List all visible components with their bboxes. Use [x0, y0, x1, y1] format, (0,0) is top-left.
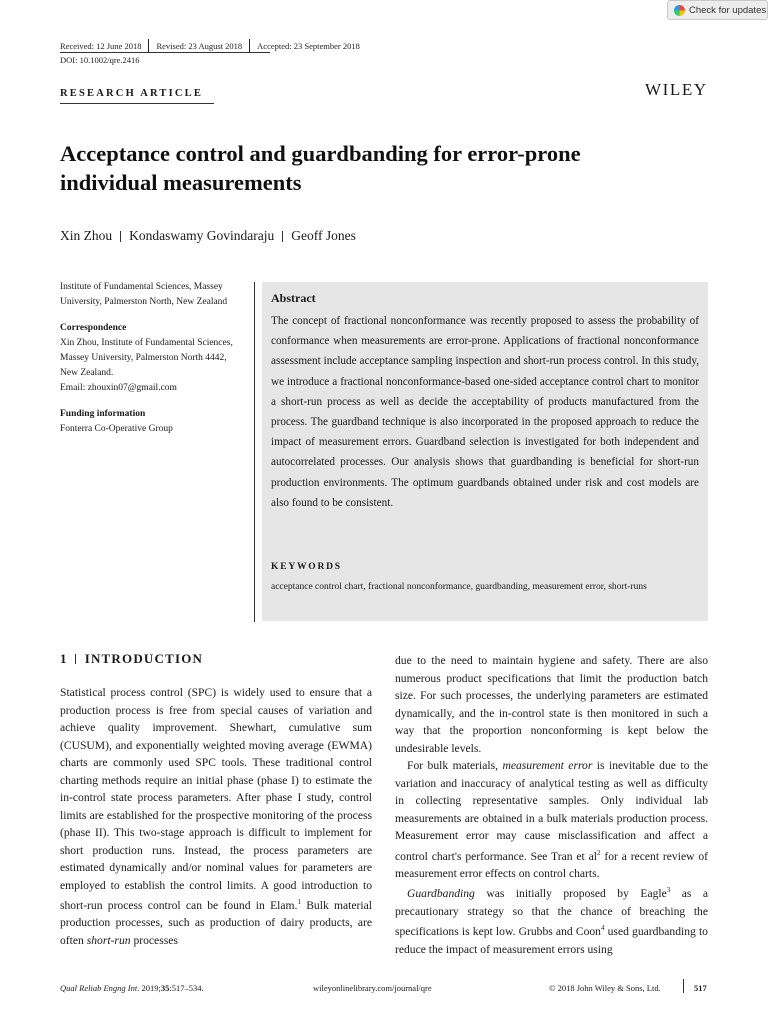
history-dates — [60, 39, 360, 53]
citation-ref[interactable]: 3 — [666, 886, 671, 895]
crossmark-icon — [674, 5, 685, 16]
abstract-heading: Abstract — [271, 291, 316, 305]
body-column-left — [60, 684, 372, 949]
affiliation: Institute of Fundamental Sciences, Massey University, Palmerston North, New Zealand — [60, 282, 228, 307]
revised-date: Revised: 23 August 2018 — [156, 41, 243, 51]
abstract-text: The concept of fractional nonconformance was recently proposed to assess the probability of conformance when measurements are error-prone. Applications of fractional nonconformance assessment include acceptance sampling inspection and short-run process control. In this study, we introduce a fractional nonconformance-based one-sided acceptance control chart to monitor a short-run process as well as decide the acceptability of products manufactured from the process. The guardband technique is also incorporated in the proposed approach to reduce the impact of measurement errors. Guardband selection is investigated for both independent and autocorrelated processes. Our analysis shows that guardbanding is beneficial for short-run production environments. The optimum guardbands obtained under risk and cost models are also found to be consistent. — [271, 315, 699, 509]
author[interactable]: Xin Zhou — [60, 228, 113, 243]
body-column-right — [395, 652, 708, 958]
publisher-logo: WILEY — [645, 80, 708, 99]
author[interactable]: Kondaswamy Govindaraju — [129, 228, 275, 243]
footer-copyright: © 2018 John Wiley & Sons, Ltd. — [549, 983, 661, 993]
paragraph: due to the need to maintain hygiene and safety. There are also numerous product specifications that limit the production batch size. For such processes, the underlying parameters are estimated dynamically, and the in-control state is then monitored in such a way that the proportion nonconforming is kept below the undesirable levels. — [395, 654, 708, 755]
keywords-text: acceptance control chart, fractional nonconformance, guardbanding, measurement error, short-runs — [271, 582, 647, 592]
check-for-updates-label: Check for updates — [689, 4, 767, 16]
page-number: 517 — [694, 983, 707, 993]
funding-heading: Funding information — [60, 409, 146, 419]
accepted-date: Accepted: 23 September 2018 — [257, 41, 360, 51]
doi[interactable]: DOI: 10.1002/qre.2416 — [60, 55, 140, 65]
sidebar-divider — [254, 282, 255, 622]
citation-ref[interactable]: 4 — [600, 924, 605, 933]
check-for-updates-button[interactable] — [667, 0, 768, 20]
paragraph: Statistical process control (SPC) is widely used to ensure that a production process is free from special causes of variation and achieve quality improvement. Shewhart, cumulative sum (CUSUM), and exponentially weighted moving average (EWMA) charts are commonly used SPC tools. These traditional control charting methods require an initial phase (phase I) to estimate the in-control state process parameters. After phase I study, control limits are established for the prospective monitoring of the process (phase II). This two-stage approach is difficult to implement for short production runs. Instead, the process parameters are estimated dynamically and/or nominal values for parameters are employed to establish the control limits. A good introduction to short-run process control can be found in Elam.$^1$ Bulk material production processes, such as production of dairy products, are often short-run processes — [60, 686, 372, 947]
funding-text: Fonterra Co-Operative Group — [60, 424, 173, 434]
correspondence-heading: Correspondence — [60, 323, 127, 333]
citation-ref[interactable]: 2 — [597, 848, 601, 857]
section-number: 1 — [60, 651, 68, 666]
footer-citation: Qual Reliab Engng Int. 2019;35:517–534. — [60, 983, 204, 993]
author[interactable]: Geoff Jones — [291, 228, 356, 243]
section-heading — [60, 651, 203, 667]
article-title: Acceptance control and guardbanding for error-prone individual measurements — [60, 141, 581, 195]
keywords-heading: KEYWORDS — [271, 562, 342, 572]
email[interactable]: Email: zhouxin07@gmail.com — [60, 383, 177, 393]
article-type-underline — [60, 103, 214, 104]
article-type: RESEARCH ARTICLE — [60, 88, 204, 99]
footer-divider — [683, 979, 684, 993]
header-rule — [60, 52, 270, 53]
sidebar-info — [60, 280, 245, 437]
paragraph: For bulk materials, measurement error is inevitable due to the variation and inaccuracy of analytical testing as well as difficulty in collecting representative samples. Only individual lab measurements are obtained in a bulk materials production process. Measurement error may cause misclassification and affect a control chart's performance. See Tran et $al^2$ for a recent review of measurement error effects on control charts. — [395, 759, 708, 880]
correspondence-text: Xin Zhou, Institute of Fundamental Sciences, Massey University, Palmerston North 4442, New Zealand. — [60, 338, 233, 378]
footer-url[interactable]: wileyonlinelibrary.com/journal/qre — [313, 983, 432, 993]
received-date: Received: 12 June 2018 — [60, 41, 142, 51]
paragraph: Guardbanding was initially proposed by Eagle$^3$ as a precautionary strategy so that the chance of breaching the specifications is kept low. Grubbs and Coon$^4$ used guardbanding to reduce the impact of measurement errors using — [395, 886, 708, 956]
citation-ref[interactable]: 1 — [297, 898, 301, 906]
section-title: INTRODUCTION — [84, 651, 204, 666]
author-list — [60, 228, 356, 244]
